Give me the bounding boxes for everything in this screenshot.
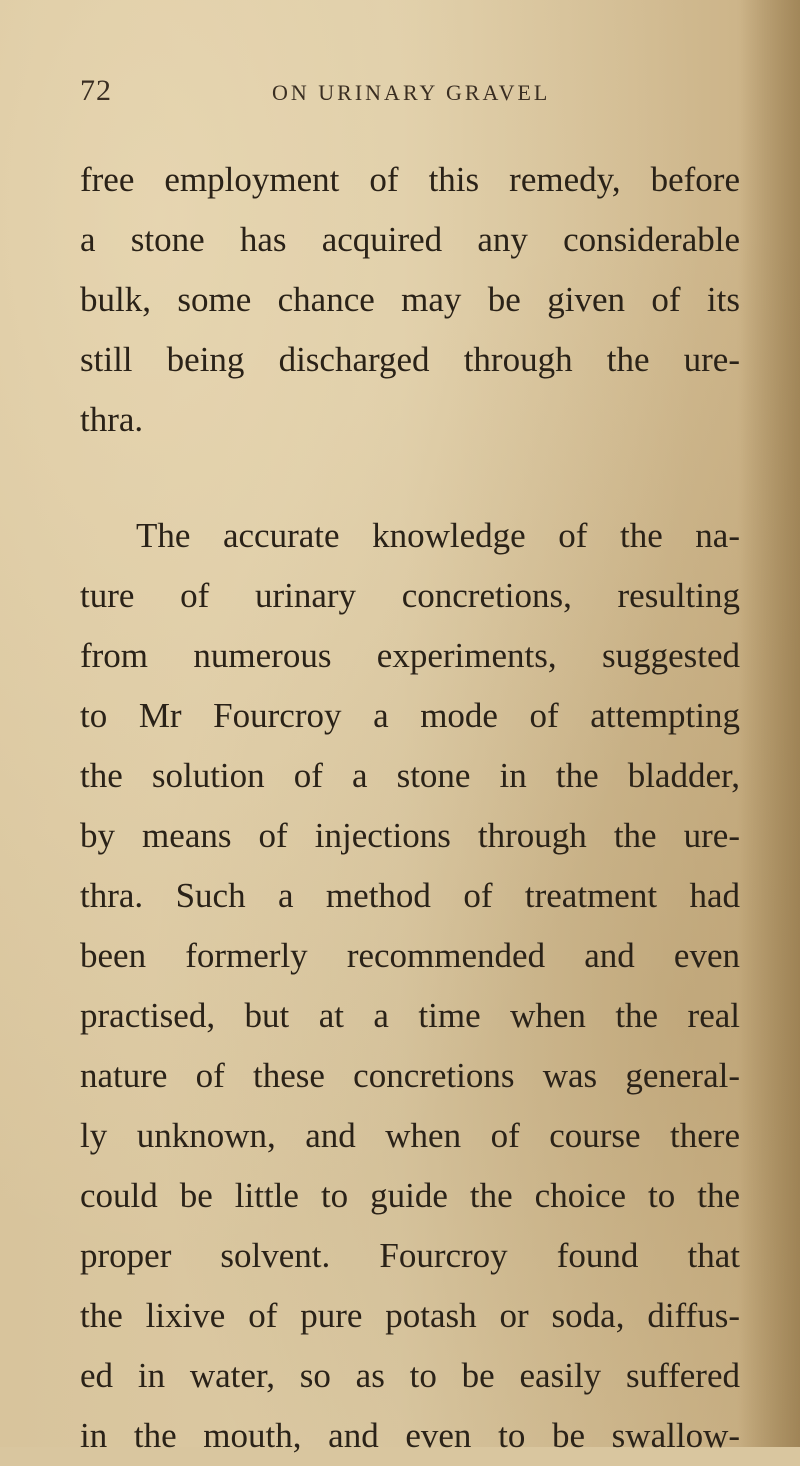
body-text	[80, 150, 740, 1466]
text-line: ly unknown, and when of course there	[80, 1116, 740, 1155]
text-line: nature of these concretions was general-	[80, 1056, 740, 1095]
text-line: been formerly recommended and even	[80, 936, 740, 975]
text-line: still being discharged through the ure-	[80, 340, 740, 379]
text-line: from numerous experiments, suggested	[80, 636, 740, 675]
text-line: The accurate knowledge of the na-	[136, 516, 740, 555]
text-line: the solution of a stone in the bladder,	[80, 756, 740, 795]
page-header	[80, 74, 720, 114]
text-line: ed in water, so as to be easily suffered	[80, 1356, 740, 1395]
paragraph-1	[80, 150, 740, 450]
text-line: practised, but at a time when the real	[80, 996, 740, 1035]
page-edge-shadow	[740, 0, 800, 1447]
page-number: 72	[80, 74, 112, 107]
text-line: by means of injections through the ure-	[80, 816, 740, 855]
text-line: free employment of this remedy, before	[80, 160, 740, 199]
paragraph-2	[80, 506, 740, 1466]
text-line: to Mr Fourcroy a mode of attempting	[80, 696, 740, 735]
text-line: thra.	[80, 400, 144, 439]
paragraph-gap	[80, 450, 740, 506]
running-head: ON URINARY GRAVEL	[272, 80, 551, 105]
text-line: proper solvent. Fourcroy found that	[80, 1236, 740, 1275]
text-line: thra. Such a method of treatment had	[80, 876, 740, 915]
text-line: bulk, some chance may be given of its	[80, 280, 740, 319]
text-line: the lixive of pure potash or soda, diffus-	[80, 1296, 740, 1335]
text-line: could be little to guide the choice to the	[80, 1176, 740, 1215]
text-line: ture of urinary concretions, resulting	[80, 576, 740, 615]
text-line: a stone has acquired any considerable	[80, 220, 740, 259]
text-line: in the mouth, and even to be swallow-	[80, 1416, 740, 1455]
